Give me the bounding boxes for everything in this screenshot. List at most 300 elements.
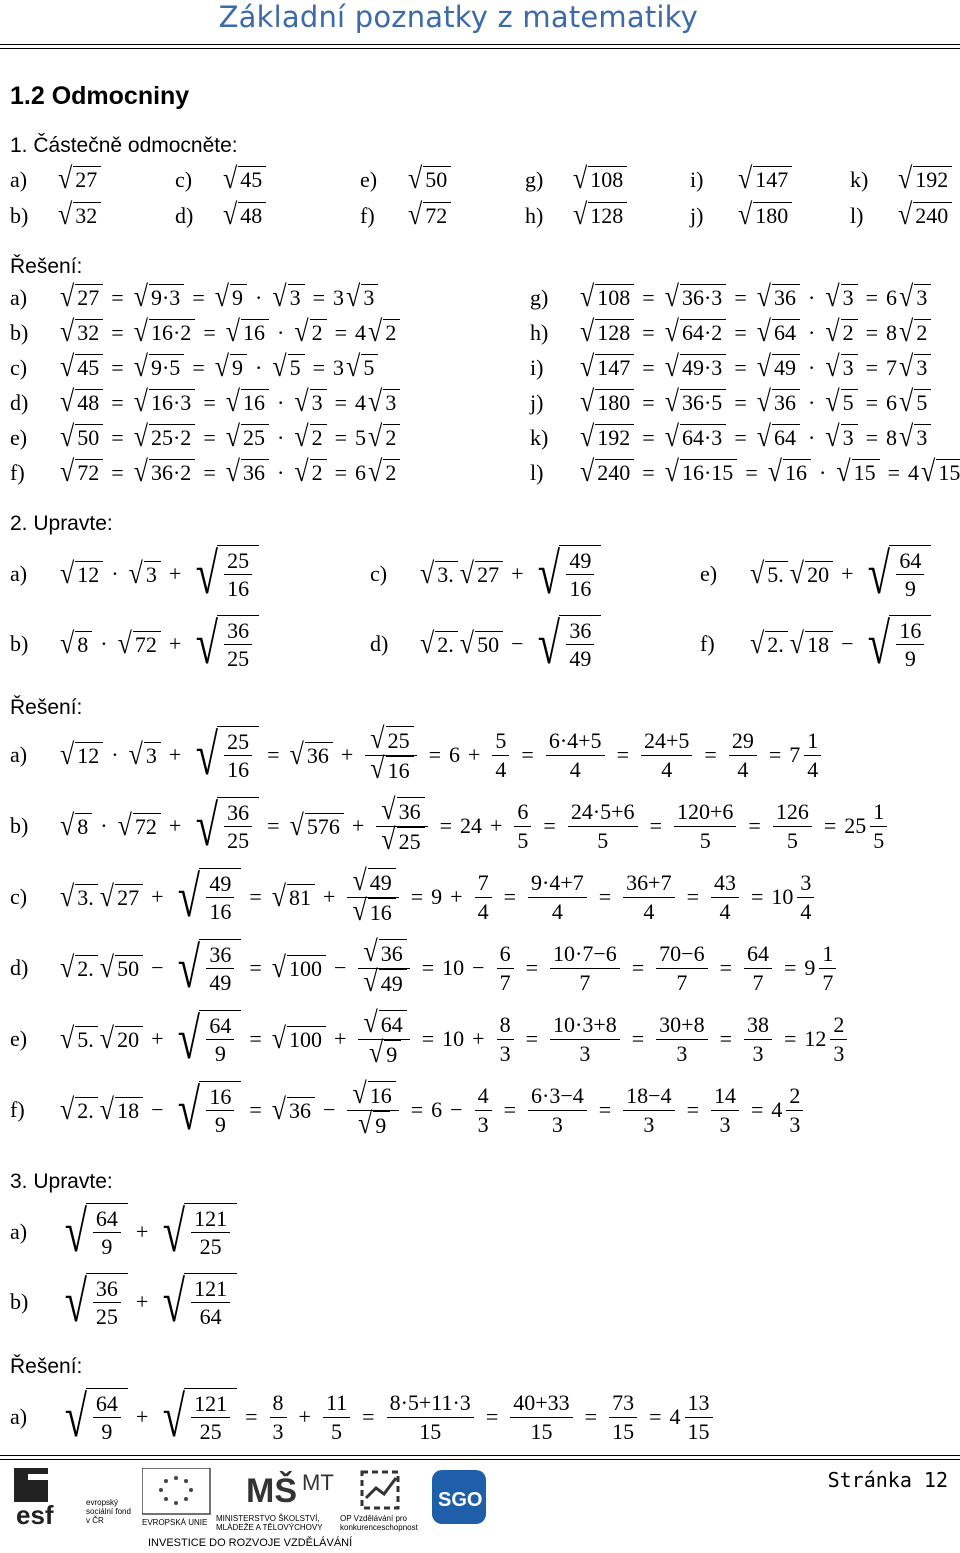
radical-sign: √: [117, 808, 132, 842]
operator: =: [751, 884, 764, 909]
fraction: [93, 1390, 121, 1446]
item-label: b): [10, 813, 29, 838]
radical-sign: √: [756, 279, 772, 314]
radicand: 2: [310, 459, 327, 486]
sqrt: [223, 197, 266, 232]
sqrt-fraction: [191, 541, 259, 606]
numerator: [347, 1076, 398, 1111]
radicand: 27: [73, 166, 101, 193]
radicand: 128: [588, 202, 627, 229]
radical-sign: √: [128, 737, 143, 771]
q1-item: [10, 197, 101, 232]
denominator: 9: [101, 1419, 113, 1444]
radicand: 16·3: [149, 389, 195, 416]
radicand: 25: [386, 726, 414, 755]
radical-sign: √: [117, 626, 132, 660]
operator: =: [410, 884, 424, 909]
radicand: 192: [595, 424, 634, 451]
q2-item: [370, 611, 601, 676]
radical-sign: √: [580, 314, 595, 349]
radicand: 25·2: [149, 424, 195, 451]
sqrt: [664, 454, 738, 489]
msmt-caption: MINISTERSTVO ŠKOLSTVÍ, MLÁDEŽE A TĚLOVÝCHOVY: [216, 1514, 323, 1532]
radical-sign: √: [357, 1106, 373, 1140]
radicand: 2: [383, 319, 400, 346]
item-label: a): [10, 561, 28, 586]
radical-sign: √: [420, 556, 435, 590]
sqrt: [289, 808, 344, 842]
sqrt: [128, 737, 161, 771]
radical-sign: √: [196, 611, 219, 676]
operator: +: [323, 884, 336, 909]
sqrt: [60, 314, 103, 349]
radical-sign: √: [580, 419, 595, 454]
radicand: [217, 615, 259, 673]
radical-sign: √: [408, 197, 423, 232]
fraction: [641, 727, 692, 783]
sqrt: [133, 454, 196, 489]
q1-solution-row: [530, 384, 931, 419]
item-label: j): [690, 202, 704, 228]
radicand: 32: [75, 319, 103, 346]
radical-sign: √: [99, 1092, 115, 1126]
radicand: 45: [238, 166, 266, 193]
coefficient: 4: [355, 389, 367, 415]
radicand: 100: [287, 955, 326, 982]
denominator: 25: [95, 1304, 118, 1329]
q2-solution-row: [10, 1076, 807, 1142]
operator: =: [503, 884, 516, 909]
op-caption: OP Vzdělávání pro konkurenceschopnost: [340, 1514, 418, 1532]
operator: +: [489, 813, 503, 838]
radicand: 3.: [75, 884, 98, 911]
sqrt: [580, 349, 634, 384]
radicand: 3: [914, 354, 931, 381]
radicand: 64: [379, 1010, 407, 1039]
operator: ·: [255, 354, 263, 380]
whole-part: 25: [844, 813, 867, 838]
q3-title: 3. Upravte:: [10, 1170, 113, 1193]
footer-rule-thin: [0, 1459, 960, 1460]
denominator: [364, 1035, 404, 1069]
sqrt: [223, 161, 266, 196]
sqrt: [214, 279, 247, 314]
radicand: 50: [475, 631, 503, 658]
operator: ·: [255, 284, 263, 310]
numerator: 10·3+8: [550, 1011, 620, 1040]
radical-sign: √: [225, 384, 241, 419]
radical-sign: √: [58, 197, 73, 232]
fraction: [528, 869, 587, 925]
radicand: 2.: [435, 631, 458, 658]
sqrt: [289, 737, 333, 771]
denominator: 4: [800, 898, 812, 924]
sqrt: [664, 384, 727, 419]
fraction: [609, 1389, 637, 1445]
coefficient: 8: [886, 319, 898, 345]
fraction: [206, 941, 234, 997]
radicand: 15: [852, 459, 880, 486]
radicand: 2: [383, 459, 400, 486]
radicand: [199, 868, 241, 926]
sqrt-over-sqrt: [376, 792, 427, 856]
sqrt: [363, 964, 406, 998]
fraction: [191, 1390, 230, 1446]
q1-item: [850, 161, 952, 196]
fraction: [656, 940, 707, 996]
sqrt: [381, 822, 424, 856]
radicand: [559, 615, 601, 673]
numerator: 36: [93, 1275, 121, 1304]
denominator: 5: [517, 827, 529, 853]
numerator: 8: [270, 1389, 287, 1418]
denominator: 7: [822, 969, 834, 995]
radical-sign: √: [178, 1006, 201, 1071]
radical-sign: √: [133, 454, 148, 489]
sqrt: [352, 893, 395, 927]
radicand: 27: [475, 561, 503, 588]
fraction: [224, 728, 252, 784]
sqrt: [272, 349, 304, 384]
item-label: a): [10, 1219, 28, 1244]
sqrt-fraction: [863, 541, 931, 606]
radical-sign: √: [99, 879, 115, 913]
operator: =: [704, 742, 717, 767]
coefficient: 6: [886, 389, 898, 415]
operator: +: [168, 631, 182, 656]
coefficient: 3: [333, 284, 345, 310]
radicand: 3: [288, 284, 305, 311]
radical-sign: √: [271, 1092, 287, 1126]
item-label: f): [360, 202, 375, 228]
denominator: [376, 822, 427, 856]
q1-solution-row: [530, 349, 931, 384]
operator: =: [525, 1026, 538, 1051]
radical-sign: √: [60, 1092, 75, 1126]
operator: =: [421, 955, 435, 980]
operator: =: [865, 284, 879, 310]
radical-sign: √: [756, 384, 772, 419]
denominator: 5: [699, 827, 711, 853]
numerator: 43: [711, 869, 739, 898]
radicand: 2.: [75, 1097, 98, 1124]
sqrt: [128, 556, 161, 590]
radical-sign: √: [214, 349, 230, 384]
radical-sign: √: [538, 611, 561, 676]
radical-sign: √: [223, 197, 238, 232]
radicand: [86, 1273, 128, 1331]
sqrt: [60, 349, 103, 384]
radicand: 48: [75, 389, 103, 416]
radical-sign: √: [60, 454, 75, 489]
numerator: 9·4+7: [528, 869, 587, 898]
radicand: 16: [241, 319, 269, 346]
numerator: 64: [744, 940, 772, 969]
sqrt: [408, 161, 451, 196]
radicand: 72: [133, 813, 161, 840]
operator: =: [642, 389, 655, 415]
operator: +: [841, 561, 854, 586]
operator: =: [768, 742, 782, 767]
operator: −: [151, 955, 164, 980]
operator: =: [111, 319, 124, 345]
operator: =: [649, 813, 662, 838]
coefficient: 7: [886, 354, 898, 380]
sqrt: [756, 279, 800, 314]
sqrt: [767, 454, 811, 489]
radicand: 36·2: [149, 459, 195, 486]
q1-solution-row: [10, 384, 400, 419]
q1-item: [690, 197, 792, 232]
radical-sign: √: [225, 454, 241, 489]
fraction: [497, 940, 514, 996]
fraction: [475, 869, 492, 925]
denominator: 64: [199, 1304, 222, 1329]
numerator: 2: [830, 1011, 847, 1040]
coefficient: 4: [355, 319, 367, 345]
whole-part: 4: [771, 1097, 783, 1122]
denominator: 3: [551, 1111, 563, 1137]
radical-sign: √: [789, 626, 805, 660]
radical-sign: √: [664, 419, 679, 454]
radicand: 49: [379, 969, 407, 998]
sqrt: [225, 384, 269, 419]
radical-sign: √: [64, 1199, 88, 1264]
operator: ·: [808, 389, 816, 415]
sqrt-fraction: [191, 793, 259, 858]
sqrt-fraction: [191, 611, 259, 676]
radicand: 3.: [435, 561, 458, 588]
radicand: [889, 615, 931, 673]
numerator: 64: [93, 1390, 121, 1419]
sqrt: [99, 1021, 143, 1055]
fraction: [492, 727, 509, 783]
fraction: [191, 1205, 230, 1261]
radical-sign: √: [573, 197, 588, 232]
operator: =: [598, 884, 612, 909]
operator: =: [312, 354, 326, 380]
operator: +: [340, 742, 354, 767]
sqrt-over-sqrt: [365, 721, 416, 785]
radicand: 3: [310, 389, 327, 416]
operator: =: [598, 1097, 612, 1122]
radicand: 25: [241, 424, 269, 451]
radicand: 3: [361, 284, 378, 311]
sqrt: [294, 314, 326, 349]
operator: =: [111, 459, 124, 485]
denominator: 16: [569, 576, 592, 601]
fraction: [475, 1082, 492, 1138]
q1-item: [10, 161, 101, 196]
operator: =: [631, 955, 645, 980]
fraction: [206, 1083, 234, 1139]
item-label: g): [525, 166, 544, 192]
operator: =: [334, 424, 348, 450]
sqrt: [825, 349, 857, 384]
radicand: 50: [75, 424, 103, 451]
operator: =: [111, 424, 124, 450]
fraction: [206, 1012, 234, 1068]
sqrt: [664, 349, 727, 384]
sqrt: [573, 197, 627, 232]
sqrt: [133, 279, 185, 314]
item-label: c): [10, 884, 28, 909]
radical-sign: √: [271, 879, 287, 913]
sqrt: [99, 879, 143, 913]
denominator: 9: [904, 576, 916, 601]
radicand: 2: [383, 424, 400, 451]
numerator: 73: [609, 1389, 637, 1418]
operator: =: [111, 284, 124, 310]
denominator: 7: [676, 969, 688, 995]
denominator: 3: [719, 1111, 731, 1137]
radicand: [184, 1273, 237, 1331]
radical-sign: √: [294, 314, 309, 349]
radicand: 3: [144, 742, 161, 769]
radicand: 3: [841, 284, 858, 311]
radicand: 147: [753, 166, 792, 193]
denominator: 9: [101, 1234, 113, 1259]
operator: =: [192, 284, 205, 310]
q1-solution-row: [10, 454, 400, 489]
radicand: 12: [75, 742, 103, 769]
sqrt: [756, 384, 800, 419]
numerator: 25: [224, 547, 252, 576]
numerator: 24·5+6: [568, 798, 638, 827]
header-title: Základní poznatky z matematiky: [218, 0, 698, 34]
denominator: 3: [272, 1418, 284, 1444]
operator: +: [472, 1026, 485, 1051]
mixed-fraction: [685, 1389, 713, 1445]
operator: ·: [277, 424, 285, 450]
item-label: e): [10, 1026, 28, 1051]
q2-solution-row: [10, 863, 818, 929]
operator: =: [751, 1097, 764, 1122]
radical-sign: √: [664, 454, 679, 489]
operator: =: [865, 424, 879, 450]
operator: =: [734, 389, 747, 415]
numerator: 36: [224, 799, 252, 828]
q1-solution-row: [530, 314, 931, 349]
operator: =: [719, 1026, 732, 1051]
operator: =: [719, 955, 732, 980]
radicand: 16·15: [680, 459, 737, 486]
radical-sign: √: [60, 419, 75, 454]
item-label: d): [175, 202, 194, 228]
fraction: [773, 798, 812, 854]
operator: =: [748, 813, 761, 838]
operator: =: [734, 354, 747, 380]
item-label: d): [370, 631, 389, 656]
radical-sign: √: [60, 279, 75, 314]
esf-caption: evropský sociální fond v ČR: [86, 1498, 131, 1525]
operator: ·: [819, 459, 827, 485]
radicand: 5: [914, 389, 931, 416]
radical-sign: √: [459, 556, 475, 590]
item-label: f): [700, 631, 715, 656]
sqrt: [664, 419, 727, 454]
operator: =: [410, 1097, 424, 1122]
operator: ·: [808, 424, 816, 450]
operator: −: [450, 1097, 463, 1122]
sqrt: [60, 279, 103, 314]
value: 10: [442, 1026, 465, 1051]
radicand: 50: [115, 955, 143, 982]
radicand: 2.: [75, 955, 98, 982]
radicand: 3: [914, 424, 931, 451]
sqrt: [580, 279, 634, 314]
operator: =: [784, 955, 797, 980]
radical-sign: √: [580, 384, 595, 419]
denominator: 16: [209, 899, 232, 924]
sqrt: [58, 161, 101, 196]
operator: =: [245, 1404, 258, 1429]
fraction: [224, 547, 252, 603]
radicand: 9: [384, 1040, 401, 1069]
operator: =: [642, 284, 655, 310]
fraction: [270, 1389, 287, 1445]
operator: ·: [277, 319, 285, 345]
radical-sign: √: [99, 1021, 115, 1055]
radical-sign: √: [580, 349, 595, 384]
sqrt: [60, 1092, 98, 1126]
numerator: 2: [786, 1082, 803, 1111]
radical-sign: √: [346, 349, 361, 384]
sqrt: [357, 1106, 390, 1140]
radicand: 180: [753, 202, 792, 229]
radical-sign: √: [738, 161, 753, 196]
radical-sign: √: [459, 626, 475, 660]
numerator: 64: [206, 1012, 234, 1041]
radicand: 64·3: [680, 424, 726, 451]
radical-sign: √: [370, 751, 385, 785]
item-label: j): [530, 389, 544, 415]
operator: ·: [111, 561, 119, 586]
radical-sign: √: [352, 1076, 367, 1110]
q1-item: [525, 161, 627, 196]
radical-sign: √: [381, 792, 396, 826]
sqrt: [750, 626, 788, 660]
denominator: 4: [737, 756, 749, 782]
radicand: 16: [368, 898, 396, 927]
q1-solution-row: [530, 454, 960, 489]
operator: =: [686, 884, 699, 909]
denominator: 15: [530, 1418, 553, 1444]
radical-sign: √: [363, 1005, 378, 1039]
sqrt: [420, 556, 458, 590]
radical-sign: √: [921, 454, 936, 489]
radicand: 9·3: [149, 284, 184, 311]
sqrt-fraction: [533, 541, 601, 606]
q2-item: [700, 611, 931, 676]
sqrt: [99, 950, 143, 984]
q1-item: [175, 197, 266, 232]
value: 6: [431, 1097, 443, 1122]
denominator: 4: [477, 898, 489, 924]
radical-sign: √: [899, 384, 914, 419]
radicand: 64: [772, 319, 800, 346]
denominator: 4: [569, 756, 581, 782]
radicand: [199, 1081, 241, 1139]
radicand: 16: [368, 1081, 396, 1110]
mixed-fraction: [786, 1082, 803, 1138]
sqrt-fraction: [173, 864, 241, 929]
radical-sign: √: [664, 279, 679, 314]
radicand: 108: [588, 166, 627, 193]
fraction: [623, 869, 674, 925]
operator: +: [450, 884, 463, 909]
sqrt: [664, 279, 727, 314]
